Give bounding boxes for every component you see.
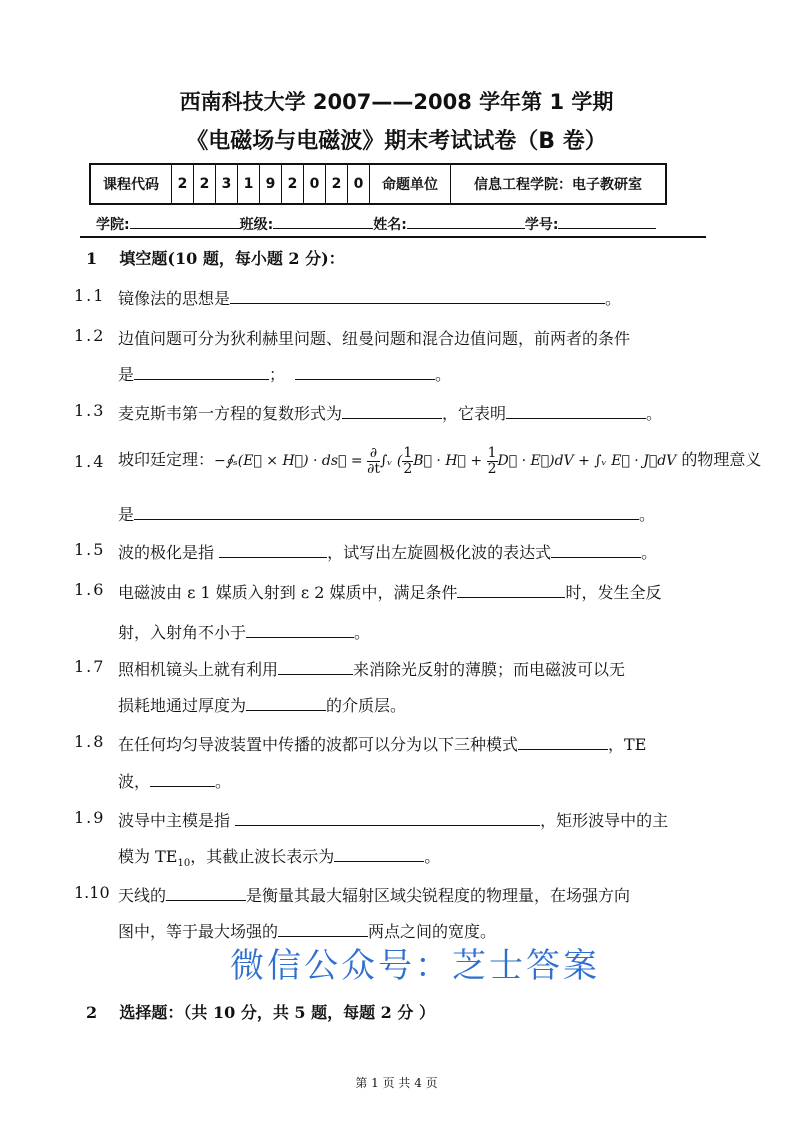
code-digit: 9 (260, 164, 282, 204)
question-1-3 (118, 401, 662, 424)
unit-value: 信息工程学院：电子教研室 (451, 164, 667, 204)
question-text: 的介质层。 (326, 696, 407, 715)
question-number: 1.8 (74, 732, 106, 751)
question-1-9-cont (118, 844, 440, 869)
question-1-7 (118, 657, 625, 680)
formula-term: D⃗ · E⃗)dV + ∫ᵥ E⃗ · J⃗dV (497, 453, 677, 469)
answer-blank[interactable] (278, 920, 368, 937)
student-info (96, 214, 656, 234)
punct: 。 (424, 847, 441, 866)
formula-lhs: −∮ₛ(E⃗ × H⃗) · ds⃗ = (214, 453, 363, 469)
question-text: 损耗地通过厚度为 (118, 696, 247, 715)
question-text: 镜像法的思想是 (118, 289, 231, 308)
section-num: 1 (86, 249, 98, 268)
punct: 。 (435, 365, 452, 384)
class-label: 班级: (239, 217, 274, 233)
question-1-6 (118, 580, 661, 603)
question-number: 1.9 (74, 808, 106, 827)
code-digit: 2 (194, 164, 216, 204)
question-1-4-cont (118, 502, 655, 525)
question-number: 1.4 (74, 452, 106, 471)
denominator: ∂t (367, 460, 380, 477)
question-text: 照相机镜头上就有利用 (118, 660, 279, 679)
question-text: 射，入射角不小于 (118, 623, 247, 642)
code-digit: 0 (304, 164, 326, 204)
question-text: ，其截止波长表示为 (190, 847, 335, 866)
answer-blank[interactable] (551, 541, 641, 558)
question-text: 在任何均匀导波装置中传播的波都可以分为以下三种模式 (118, 735, 519, 754)
course-code-label: 课程代码 (90, 164, 172, 204)
question-number: 1.1 (74, 286, 106, 305)
question-text: 的物理意义 (681, 450, 762, 469)
question-number: 1.7 (74, 657, 106, 676)
question-text: ，试写出左旋圆极化波的表达式 (327, 543, 552, 562)
half-fraction (487, 446, 498, 477)
formula-term: B⃗ · H⃗ + (413, 453, 483, 469)
question-1-8 (118, 732, 646, 755)
answer-blank[interactable] (219, 541, 327, 558)
answer-blank[interactable] (246, 621, 354, 638)
punct: 。 (641, 543, 658, 562)
question-1-1 (118, 286, 621, 309)
question-text: 波的极化是指 (118, 543, 215, 562)
answer-blank[interactable] (230, 287, 605, 304)
class-field[interactable] (273, 214, 373, 229)
partial-fraction (367, 446, 380, 477)
answer-blank[interactable] (134, 363, 269, 380)
id-label: 学号: (524, 217, 559, 233)
name-field[interactable] (407, 214, 525, 229)
question-text: 波， (118, 772, 151, 791)
exam-subtitle: 《电磁场与电磁波》期末考试试卷（B 卷） (186, 129, 607, 154)
numerator: 1 (403, 444, 413, 461)
answer-blank[interactable] (235, 809, 540, 826)
question-number: 1.10 (74, 883, 110, 902)
code-digit: 2 (282, 164, 304, 204)
question-text: 模为 TE (118, 847, 178, 866)
code-digit: 2 (326, 164, 348, 204)
section-title: 填空题(10 题，每小题 2 分)： (119, 249, 345, 268)
question-number: 1.5 (74, 540, 106, 559)
half-fraction (402, 446, 413, 477)
code-digit: 3 (216, 164, 238, 204)
question-text: 电磁波由 ε 1 媒质入射到 ε 2 媒质中，满足条件 (118, 583, 458, 602)
subscript: 10 (177, 858, 191, 870)
punct: 。 (354, 623, 371, 642)
question-1-10 (118, 883, 630, 906)
question-text: 时，发生全反 (565, 583, 662, 602)
college-label: 学院: (96, 217, 130, 233)
code-digit: 2 (172, 164, 194, 204)
section2-heading (86, 1000, 435, 1023)
answer-blank[interactable] (518, 733, 608, 750)
question-text: 波导中主模是指 (118, 811, 231, 830)
punct: 。 (646, 404, 663, 423)
code-digit: 1 (238, 164, 260, 204)
answer-blank[interactable] (457, 581, 565, 598)
id-field[interactable] (558, 214, 656, 229)
section-title: 选择题：（共 10 分，共 5 题，每题 2 分 ） (119, 1003, 435, 1022)
answer-blank[interactable] (334, 845, 424, 862)
question-1-10-cont (118, 919, 496, 942)
question-number: 1.2 (74, 326, 106, 345)
unit-label: 命题单位 (370, 164, 451, 204)
question-1-2: 边值问题可分为狄利赫里问题、纽曼问题和混合边值问题，前两者的条件 (118, 329, 631, 348)
page-footer: 第 1 页 共 4 页 (355, 1076, 438, 1090)
poynting-formula (214, 444, 677, 477)
question-text: ，它表明 (442, 404, 507, 423)
question-text: 图中，等于最大场强的 (118, 922, 279, 941)
section1-heading (86, 246, 345, 269)
question-text: ，TE (608, 735, 647, 754)
punct: 。 (215, 772, 232, 791)
question-text: 是 (118, 505, 135, 524)
question-text: 天线的 (118, 886, 167, 905)
question-text: 麦克斯韦第一方程的复数形式为 (118, 404, 343, 423)
question-1-8-cont (118, 769, 231, 792)
question-number: 1.3 (74, 401, 106, 420)
question-text: 两点之间的宽度。 (368, 922, 497, 941)
question-1-9 (118, 808, 668, 831)
denominator: 2 (403, 460, 413, 477)
question-text: ，矩形波导中的主 (540, 811, 669, 830)
answer-blank[interactable] (150, 770, 215, 787)
question-text: 来消除光反射的薄膜；而电磁波可以无 (353, 660, 626, 679)
answer-blank[interactable] (342, 402, 442, 419)
answer-blank[interactable] (134, 503, 639, 520)
name-label: 姓名: (373, 217, 407, 233)
question-text: 是 (118, 365, 135, 384)
question-text: 是衡量其最大辐射区域尖锐程度的物理量，在场强方向 (246, 886, 631, 905)
numerator: ∂ (367, 446, 380, 462)
header-divider (80, 236, 706, 238)
punct: 。 (605, 289, 622, 308)
numerator: 1 (487, 444, 497, 461)
formula-integral: ∫ᵥ ( (379, 453, 403, 469)
question-1-2-cont (118, 362, 451, 385)
college-field[interactable] (130, 214, 240, 229)
section-num: 2 (86, 1003, 98, 1022)
denominator: 2 (487, 460, 497, 477)
code-digit: 0 (348, 164, 370, 204)
answer-blank[interactable] (278, 658, 353, 675)
course-code-table (89, 163, 667, 205)
question-text: 坡印廷定理： (118, 450, 215, 469)
exam-title: 西南科技大学 2007——2008 学年第 1 学期 (179, 90, 614, 114)
answer-blank[interactable] (295, 363, 435, 380)
answer-blank[interactable] (246, 694, 326, 711)
watermark: 微信公众号：芝士答案 (230, 946, 600, 986)
question-number: 1.6 (74, 580, 106, 599)
question-1-5 (118, 540, 657, 563)
answer-blank[interactable] (166, 884, 246, 901)
punct: ； (269, 365, 286, 384)
punct: 。 (639, 505, 656, 524)
question-1-4 (118, 440, 761, 481)
question-1-6-cont (118, 620, 370, 643)
question-1-7-cont (118, 693, 406, 716)
answer-blank[interactable] (506, 402, 646, 419)
